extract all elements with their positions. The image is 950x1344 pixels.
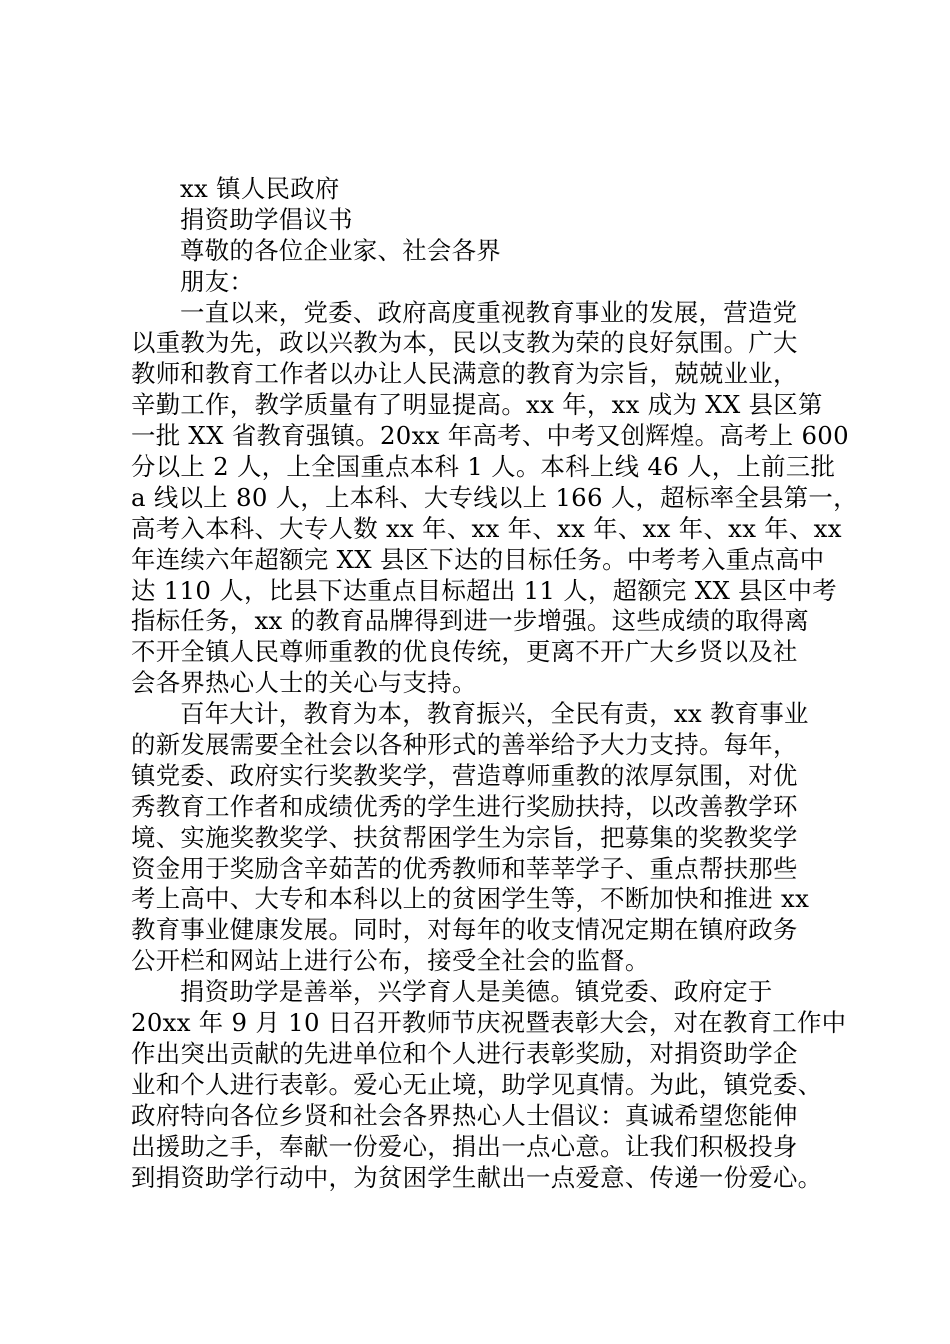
paragraph-1-line: 以重教为先，政以兴教为本，民以支教为荣的良好氛围。广大 bbox=[131, 328, 798, 358]
paragraph-1-line: 一直以来，党委、政府高度重视教育事业的发展，营造党 bbox=[180, 297, 798, 327]
paragraph-3-line: 业和个人进行表彰。爱心无止境，助学见真情。为此，镇党委、 bbox=[131, 1069, 823, 1099]
document-body bbox=[131, 174, 858, 1193]
paragraph-3-line: 作出突出贡献的先进单位和个人进行表彰奖励，对捐资助学企 bbox=[131, 1038, 798, 1068]
paragraph-1-line: 年连续六年超额完 XX 县区下达的目标任务。中考考入重点高中 bbox=[131, 544, 825, 574]
paragraph-1-line: 达 110 人，比县下达重点目标超出 11 人，超额完 XX 县区中考 bbox=[131, 575, 837, 605]
document-title: 捐资助学倡议书 bbox=[180, 204, 353, 234]
paragraph-1-line: 分以上 2 人，上全国重点本科 1 人。本科上线 46 人，上前三批 bbox=[131, 452, 836, 482]
paragraph-2-line: 资金用于奖励含辛茹苦的优秀教师和莘莘学子、重点帮扶那些 bbox=[131, 853, 798, 883]
paragraph-1-line: 指标任务，xx 的教育品牌得到进一步增强。这些成绩的取得离 bbox=[131, 606, 810, 636]
paragraph-2-line: 秀教育工作者和成绩优秀的学生进行奖励扶持，以改善教学环 bbox=[131, 791, 798, 821]
paragraph-3-line: 到捐资助学行动中，为贫困学生献出一点爱意、传递一份爱心。 bbox=[131, 1162, 823, 1192]
paragraph-2-line: 教育事业健康发展。同时，对每年的收支情况定期在镇府政务 bbox=[131, 915, 798, 945]
paragraph-1-line: 高考入本科、大专人数 xx 年、xx 年、xx 年、xx 年、xx 年、xx bbox=[131, 513, 842, 543]
paragraph-1-line: 不开全镇人民尊师重教的优良传统，更离不开广大乡贤以及社 bbox=[131, 637, 798, 667]
paragraph-2-line: 的新发展需要全社会以各种形式的善举给予大力支持。每年， bbox=[131, 730, 798, 760]
paragraph-3-line: 出援助之手，奉献一份爱心，捐出一点心意。让我们积极投身 bbox=[131, 1131, 798, 1161]
paragraph-2-line: 公开栏和网站上进行公布，接受全社会的监督。 bbox=[131, 946, 650, 976]
paragraph-3-line: 政府特向各位乡贤和社会各界热心人士倡议：真诚希望您能伸 bbox=[131, 1100, 798, 1130]
paragraph-1-line: 会各界热心人士的关心与支持。 bbox=[131, 668, 477, 698]
salutation-line-2: 朋友： bbox=[180, 266, 255, 296]
paragraph-2-line: 百年大计，教育为本，教育振兴，全民有责，xx 教育事业 bbox=[180, 699, 809, 729]
salutation-line-1: 尊敬的各位企业家、社会各界 bbox=[180, 235, 501, 265]
paragraph-1-line: 教师和教育工作者以办让人民满意的教育为宗旨，兢兢业业， bbox=[131, 359, 798, 389]
paragraph-2-line: 考上高中、大专和本科以上的贫困学生等，不断加快和推进 xx bbox=[131, 884, 810, 914]
paragraph-2-line: 镇党委、政府实行奖教奖学，营造尊师重教的浓厚氛围，对优 bbox=[131, 760, 798, 790]
paragraph-3-line: 20xx 年 9 月 10 日召开教师节庆祝暨表彰大会，对在教育工作中 bbox=[131, 1008, 847, 1038]
paragraph-1-line: a 线以上 80 人，上本科、大专线以上 166 人，超标率全县第一， bbox=[131, 482, 858, 512]
paragraph-1-line: 一批 XX 省教育强镇。20xx 年高考、中考又创辉煌。高考上 600 bbox=[131, 421, 849, 451]
paragraph-3-line: 捐资助学是善举，兴学育人是美德。镇党委、政府定于 bbox=[180, 977, 773, 1007]
org-name: xx 镇人民政府 bbox=[180, 174, 340, 203]
paragraph-1-line: 辛勤工作，教学质量有了明显提高。xx 年，xx 成为 XX 县区第 bbox=[131, 390, 823, 420]
paragraph-2-line: 境、实施奖教奖学、扶贫帮困学生为宗旨，把募集的奖教奖学 bbox=[131, 822, 798, 852]
